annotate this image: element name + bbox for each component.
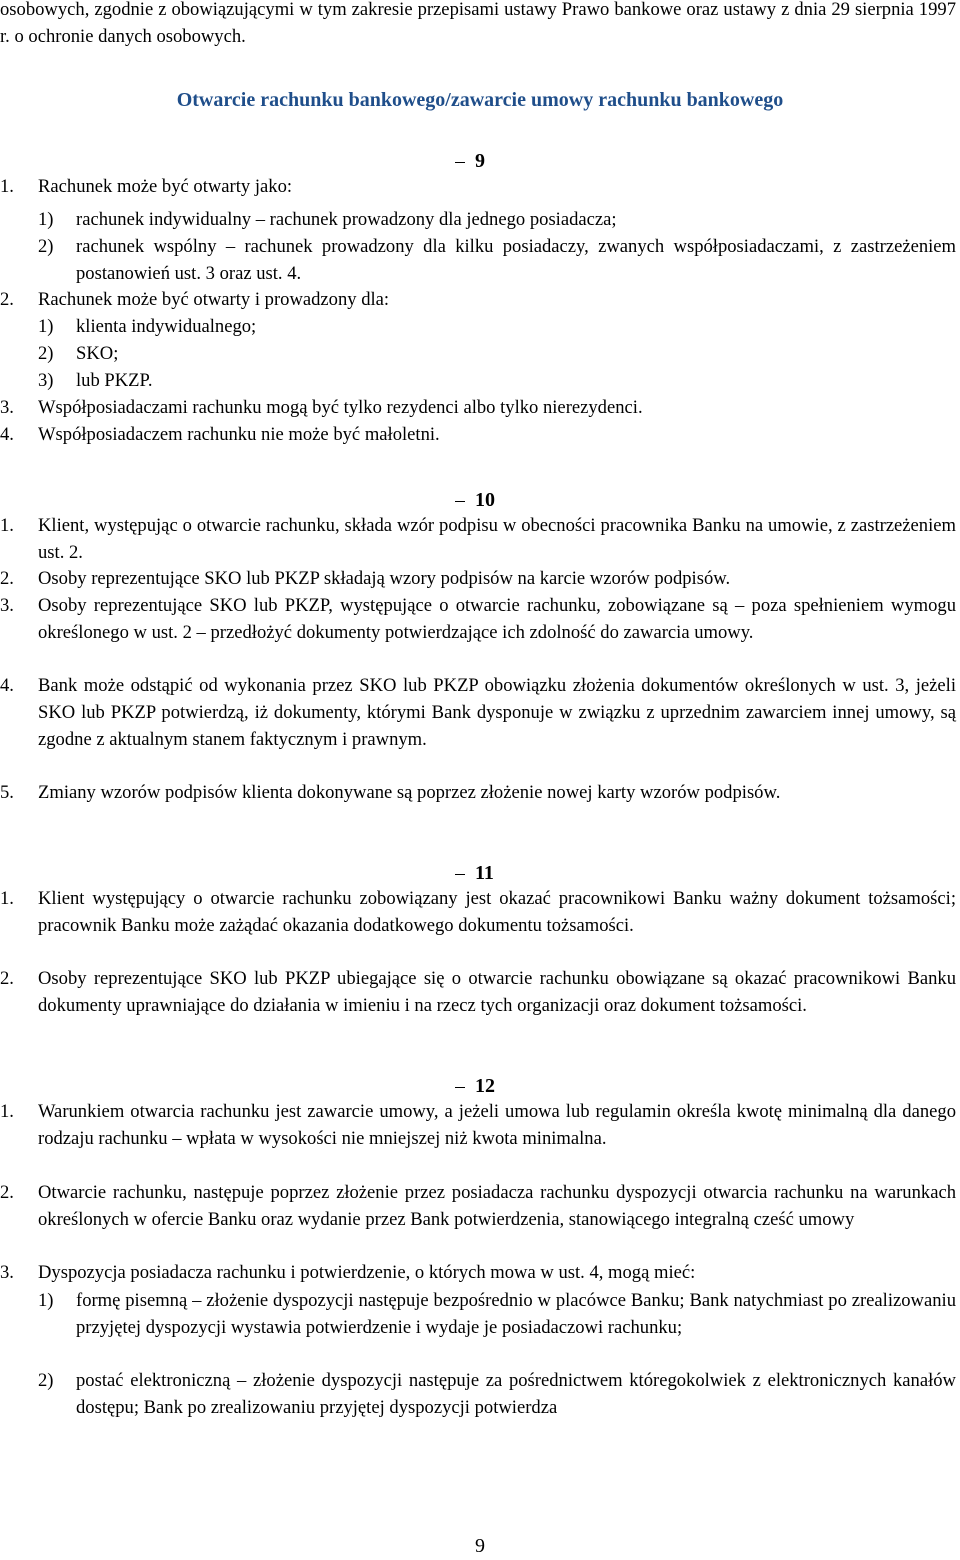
point-number: 2. <box>0 289 14 310</box>
point-number: 5. <box>0 782 14 803</box>
section-12-title <box>455 1073 495 1100</box>
subpoint-text: SKO; <box>76 343 119 364</box>
section-10-title <box>455 487 495 514</box>
page-number: 9 <box>475 1535 485 1557</box>
point-text: Warunkiem otwarcia rachunku jest zawarcie umowy, a jeżeli umowa lub regulamin określa kwotę minimalną dla danego rodzaju rachunku – wpłata w wysokości nie mniejszej niż kwota minimalna. <box>38 1101 956 1149</box>
subpoint-number: 2) <box>38 1370 54 1391</box>
section-12-number: 12 <box>475 1075 495 1097</box>
point-number: 1. <box>0 1101 14 1122</box>
paragraph-sign-icon <box>455 1075 465 1088</box>
section-heading: Otwarcie rachunku bankowego/zawarcie umowy rachunku bankowego <box>176 89 784 111</box>
point-text: Osoby reprezentujące SKO lub PKZP składają wzory podpisów na karcie wzorów podpisów. <box>38 568 731 589</box>
subpoint-text: lub PKZP. <box>76 370 153 391</box>
point-number: 2. <box>0 1182 14 1203</box>
point-number: 3. <box>0 1262 14 1283</box>
point-number: 1. <box>0 515 14 536</box>
point-text: Otwarcie rachunku, następuje poprzez złożenie przez posiadacza rachunku dyspozycji otwarcia rachunku na warunkach określonych w ofercie Banku oraz wydanie przez Bank potwierdzenia, stanowiącego integralną cześć umowy <box>38 1182 956 1230</box>
subpoint-text: rachunek indywidualny – rachunek prowadzony dla jednego posiadacza; <box>76 209 617 230</box>
section-9-title <box>455 148 485 175</box>
point-number: 3. <box>0 397 14 418</box>
subpoint-text: klienta indywidualnego; <box>76 316 257 337</box>
point-number: 4. <box>0 675 14 696</box>
section-9-number: 9 <box>475 150 485 172</box>
subpoint-number: 1) <box>38 316 54 337</box>
subpoint-number: 2) <box>38 236 54 257</box>
point-text: Klient, występując o otwarcie rachunku, składa wzór podpisu w obecności pracownika Banku na umowie, z zastrzeżeniem ust. 2. <box>38 515 956 563</box>
paragraph-sign-icon <box>455 150 465 163</box>
subpoint-number: 3) <box>38 370 54 391</box>
paragraph-sign-icon <box>455 489 465 502</box>
subpoint-text: formę pisemną – złożenie dyspozycji następuje bezpośrednio w placówce Banku; Bank natychmiast po zrealizowaniu przyjętej dyspozycji wystawia potwierdzenie i wydaje je posiadaczowi rachunku; <box>76 1290 956 1338</box>
section-10-number: 10 <box>475 489 495 511</box>
point-text: Zmiany wzorów podpisów klienta dokonywane są poprzez złożenie nowej karty wzorów podpisów. <box>38 782 781 803</box>
paragraph-sign-icon <box>455 862 465 875</box>
section-11-title <box>455 860 494 887</box>
point-number: 2. <box>0 968 14 989</box>
point-text: Współposiadaczem rachunku nie może być małoletni. <box>38 424 440 445</box>
subpoint-text: rachunek wspólny – rachunek prowadzony dla kilku posiadaczy, zwanych współposiadaczami, z zastrzeżeniem postanowień ust. 3 oraz ust. 4. <box>76 236 956 284</box>
point-number: 1. <box>0 888 14 909</box>
point-text: Rachunek może być otwarty i prowadzony dla: <box>38 289 390 310</box>
point-text: Osoby reprezentujące SKO lub PKZP ubiegające się o otwarcie rachunku obowiązane są okazać pracownikowi Banku dokumenty uprawniające do działania w imieniu i na rzecz tych organizacji oraz dokument tożsamości. <box>38 968 956 1016</box>
point-text: Osoby reprezentujące SKO lub PKZP, występujące o otwarcie rachunku, zobowiązane są – poza spełnieniem wymogu określonego w ust. 2 – przedłożyć dokumenty potwierdzające ich zdolność do zawarcia umowy. <box>38 595 956 643</box>
subpoint-text: postać elektroniczną – złożenie dyspozycji następuje za pośrednictwem któregokolwiek z elektronicznych kanałów dostępu; Bank po zrealizowaniu przyjętej dyspozycji potwierdza <box>76 1370 956 1418</box>
point-number: 2. <box>0 568 14 589</box>
subpoint-number: 1) <box>38 209 54 230</box>
intro-paragraph: osobowych, zgodnie z obowiązującymi w tym zakresie przepisami ustawy Prawo bankowe oraz ustawy z dnia 29 sierpnia 1997 r. o ochronie danych osobowych. <box>0 0 956 47</box>
subpoint-number: 1) <box>38 1290 54 1311</box>
section-11-number: 11 <box>475 862 494 884</box>
point-text: Współposiadaczami rachunku mogą być tylko rezydenci albo tylko nierezydenci. <box>38 397 643 418</box>
point-text: Klient występujący o otwarcie rachunku zobowiązany jest okazać pracownikowi Banku ważny dokument tożsamości; pracownik Banku może zażądać okazania dodatkowego dokumentu tożsamości. <box>38 888 956 936</box>
subpoint-number: 2) <box>38 343 54 364</box>
point-number: 4. <box>0 424 14 445</box>
point-text: Rachunek może być otwarty jako: <box>38 176 293 197</box>
point-text: Bank może odstąpić od wykonania przez SKO lub PKZP obowiązku złożenia dokumentów określonych w ust. 3, jeżeli SKO lub PKZP potwierdzą, iż dokumenty, którymi Bank dysponuje w związku z uprzednim zawarciem innej umowy, są zgodne z aktualnym stanem faktycznym i prawnym. <box>38 675 956 750</box>
point-number: 3. <box>0 595 14 616</box>
point-number: 1. <box>0 176 14 197</box>
point-text: Dyspozycja posiadacza rachunku i potwierdzenie, o których mowa w ust. 4, mogą mieć: <box>38 1262 696 1283</box>
